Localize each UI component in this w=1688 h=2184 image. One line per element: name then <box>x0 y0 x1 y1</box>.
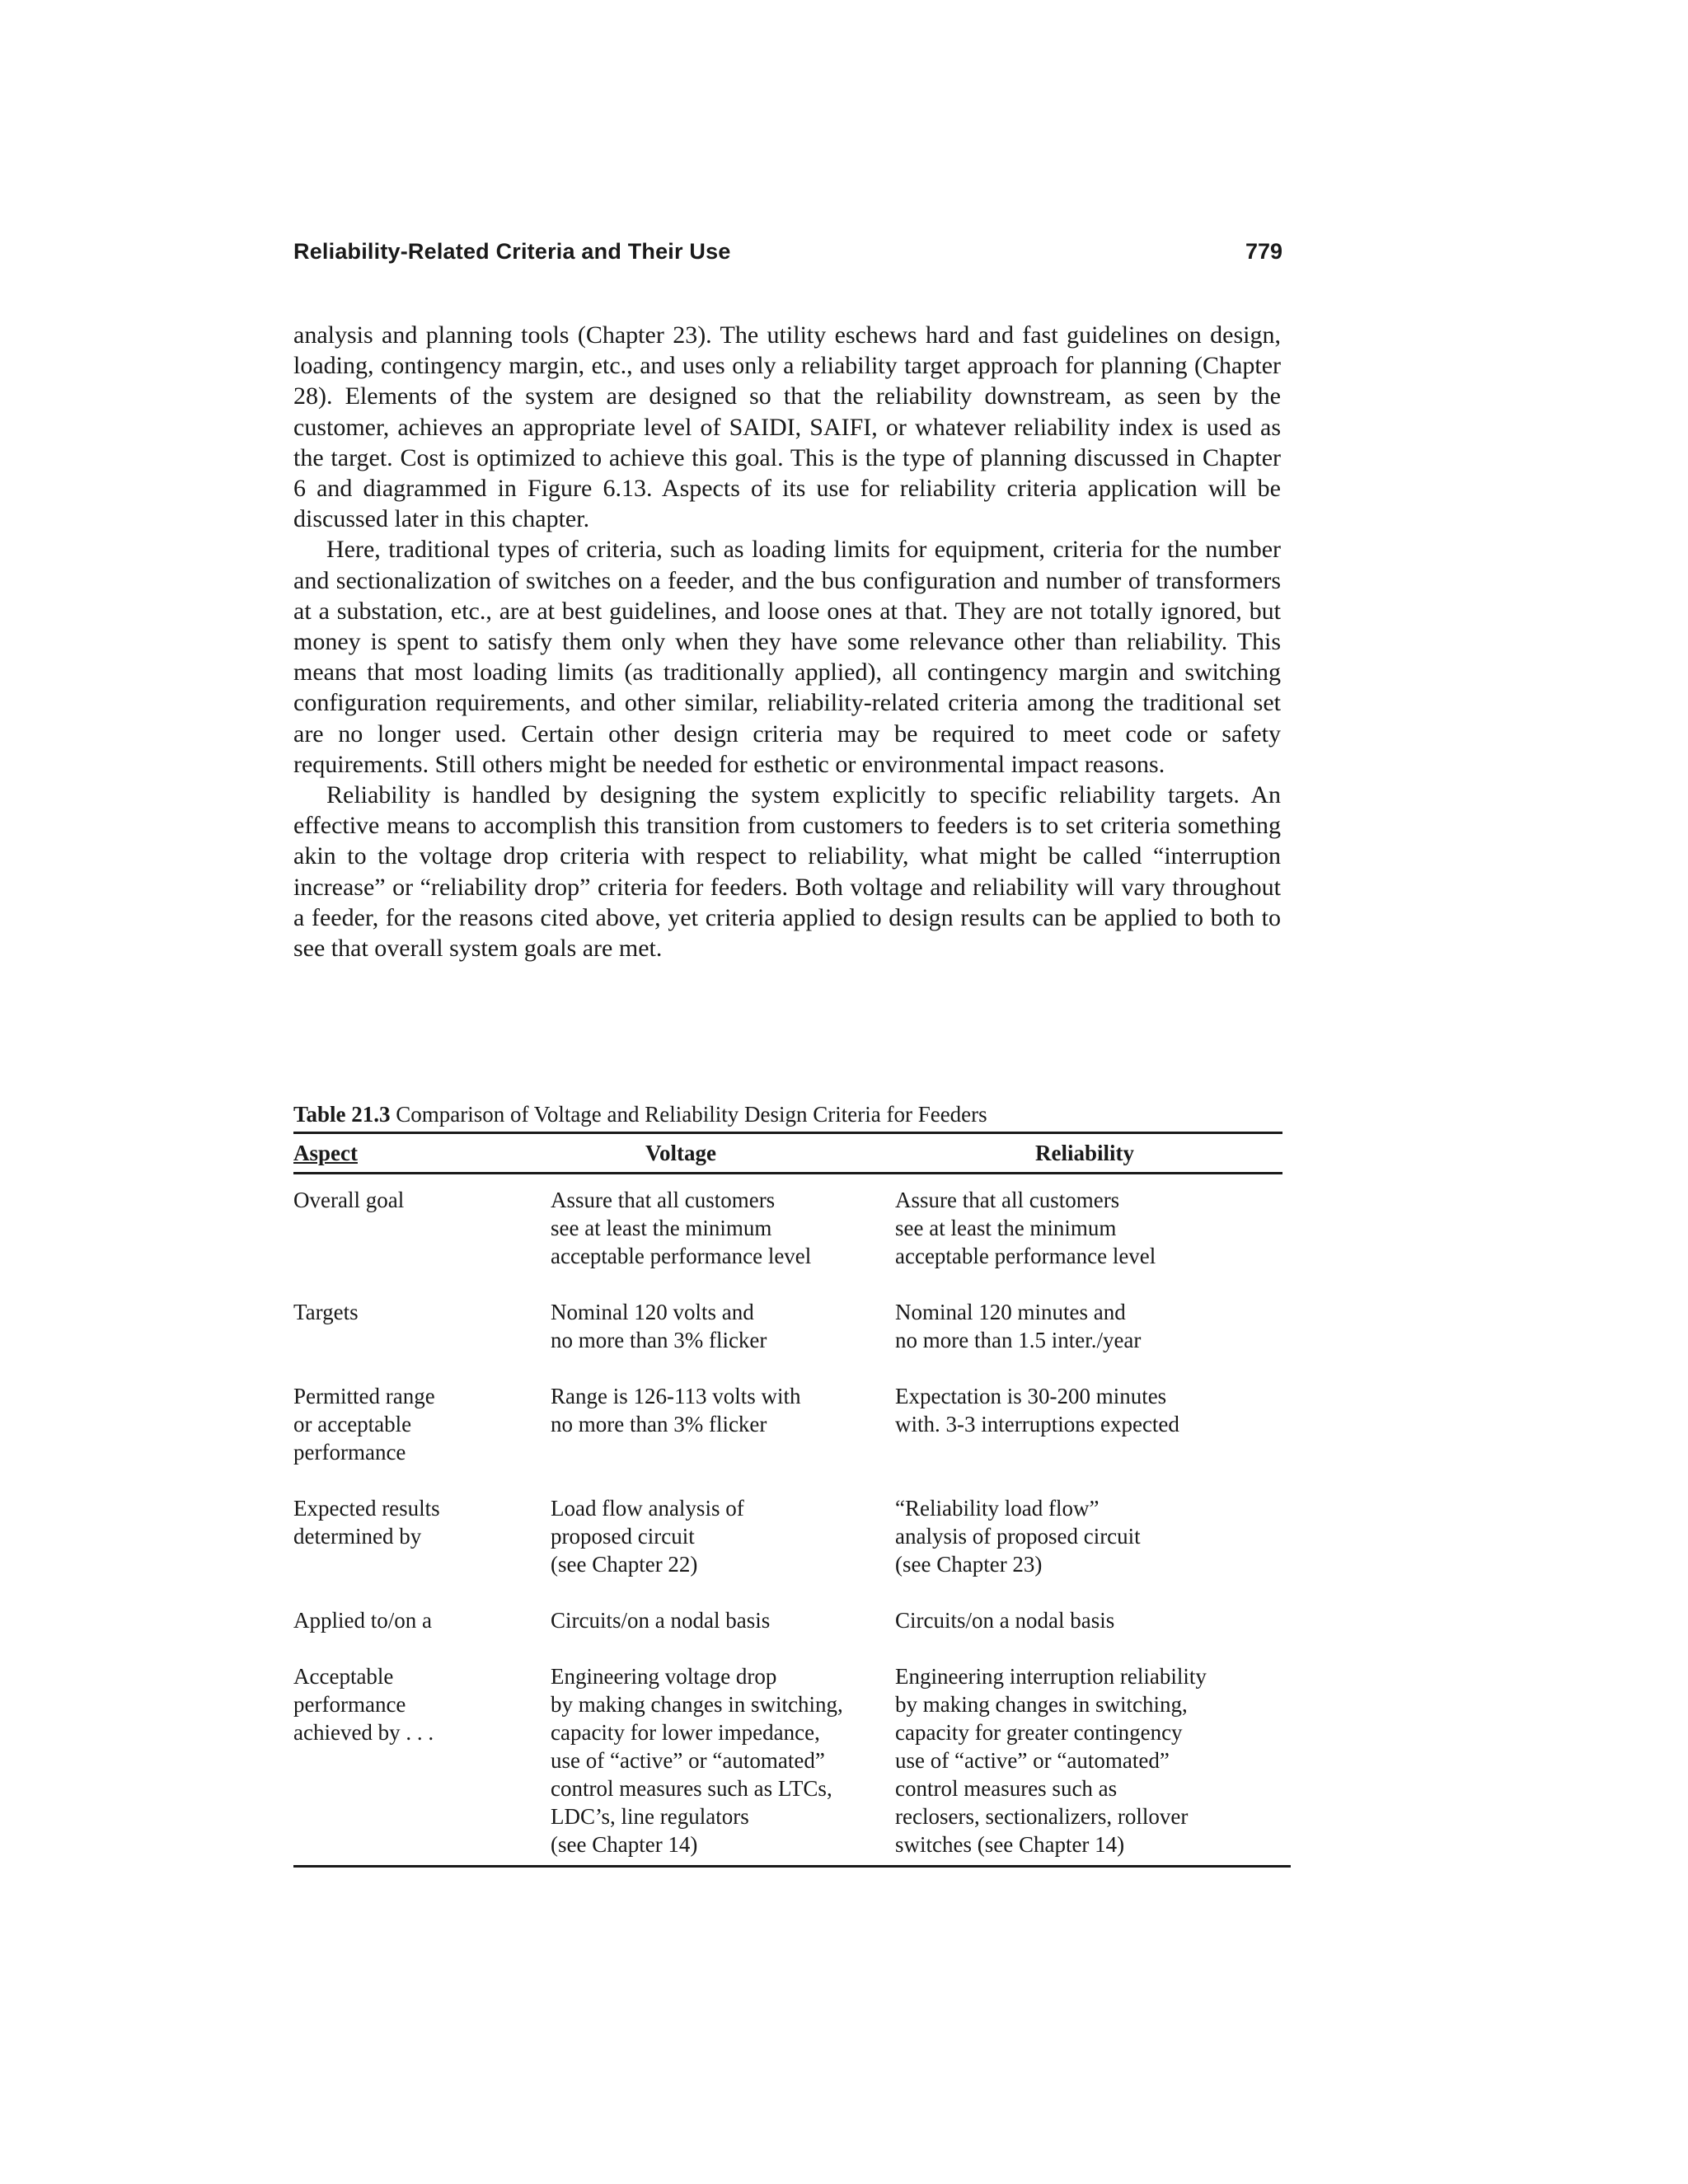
cell-line: no more than 1.5 inter./year <box>895 1328 1142 1352</box>
cell-line: or acceptable <box>293 1412 412 1436</box>
table-row <box>293 1662 1282 1858</box>
table-cell-voltage <box>551 1662 895 1858</box>
cell-line: Targets <box>293 1300 359 1324</box>
cell-line: “Reliability load flow” <box>895 1496 1100 1521</box>
table-header-rule <box>293 1172 1282 1174</box>
cell-line: Assure that all customers <box>551 1188 776 1212</box>
cell-line: determined by <box>293 1524 422 1549</box>
cell-line: with. 3-3 interruptions expected <box>895 1412 1179 1436</box>
cell-line: Overall goal <box>293 1188 405 1212</box>
cell-line: Engineering voltage drop <box>551 1664 777 1689</box>
cell-line: reclosers, sectionalizers, rollover <box>895 1804 1189 1829</box>
cell-line: Expected results <box>293 1496 440 1521</box>
cell-line: acceptable performance level <box>895 1244 1156 1268</box>
table-caption-label: Table 21.3 <box>293 1102 391 1127</box>
table-row <box>293 1494 1282 1578</box>
comparison-table <box>293 1100 1282 1868</box>
table-cell-aspect <box>293 1186 551 1270</box>
cell-line: Acceptable <box>293 1664 394 1689</box>
table-cell-voltage <box>551 1298 895 1354</box>
column-header-reliability: Reliability <box>1035 1141 1134 1165</box>
cell-line: Permitted range <box>293 1384 435 1408</box>
cell-line: by making changes in switching, <box>551 1692 843 1717</box>
table-cell-reliability <box>895 1606 1282 1634</box>
table-caption-text: Comparison of Voltage and Reliability Design Criteria for Feeders <box>396 1102 987 1127</box>
cell-line: no more than 3% flicker <box>551 1412 767 1436</box>
table-cell-voltage <box>551 1186 895 1270</box>
table-cell-reliability <box>895 1186 1282 1270</box>
cell-line: Circuits/on a nodal basis <box>551 1608 771 1633</box>
table-row <box>293 1606 1282 1634</box>
cell-line: control measures such as LTCs, <box>551 1776 832 1801</box>
table-caption <box>293 1100 1282 1128</box>
cell-line: proposed circuit <box>551 1524 695 1549</box>
paragraph: Reliability is handled by designing the system explicitly to specific reliability targets. An effective means to accomplish this transition from customers to feeders is to set criteria something akin to the voltage drop criteria with respect to reliability, what might be called “interruption increase” or “reliability drop” criteria for feeders. Both voltage and reliability will vary throughout a feeder, for the reasons cited above, yet criteria applied to design results can be applied to both to see that overall system goals are met. <box>293 781 1281 963</box>
table-cell-reliability <box>895 1298 1282 1354</box>
cell-line: Applied to/on a <box>293 1608 432 1633</box>
table-row <box>293 1298 1282 1354</box>
table-cell-reliability <box>895 1662 1282 1858</box>
cell-line: no more than 3% flicker <box>551 1328 767 1352</box>
cell-line: Load flow analysis of <box>551 1496 744 1521</box>
cell-line: switches (see Chapter 14) <box>895 1832 1125 1857</box>
cell-line: see at least the minimum <box>895 1216 1117 1240</box>
body-text <box>293 320 1281 963</box>
cell-line: (see Chapter 14) <box>551 1832 698 1857</box>
column-header-aspect: Aspect <box>293 1141 358 1165</box>
cell-line: by making changes in switching, <box>895 1692 1188 1717</box>
page-header <box>293 239 1282 272</box>
cell-line: use of “active” or “automated” <box>551 1748 825 1773</box>
cell-line: Circuits/on a nodal basis <box>895 1608 1115 1633</box>
table-cell-aspect <box>293 1606 551 1634</box>
cell-line: Range is 126-113 volts with <box>551 1384 801 1408</box>
table-row <box>293 1382 1282 1466</box>
column-header-voltage: Voltage <box>645 1141 716 1165</box>
cell-line: performance <box>293 1440 406 1465</box>
table-cell-reliability <box>895 1494 1282 1578</box>
cell-line: LDC’s, line regulators <box>551 1804 749 1829</box>
table-cell-voltage <box>551 1494 895 1578</box>
table-cell-aspect <box>293 1298 551 1354</box>
cell-line: performance <box>293 1692 406 1717</box>
cell-line: acceptable performance level <box>551 1244 812 1268</box>
cell-line: Nominal 120 minutes and <box>895 1300 1126 1324</box>
cell-line: Expectation is 30-200 minutes <box>895 1384 1167 1408</box>
cell-line: Nominal 120 volts and <box>551 1300 754 1324</box>
table-cell-aspect <box>293 1662 551 1858</box>
table-row <box>293 1186 1282 1270</box>
table-cell-reliability <box>895 1382 1282 1466</box>
table-cell-voltage <box>551 1606 895 1634</box>
cell-line: (see Chapter 23) <box>895 1552 1043 1577</box>
cell-line: use of “active” or “automated” <box>895 1748 1170 1773</box>
table-body <box>293 1186 1282 1858</box>
table-header-row <box>293 1139 1282 1169</box>
table-bottom-rule <box>293 1865 1291 1868</box>
paragraph: analysis and planning tools (Chapter 23). The utility eschews hard and fast guidelines on design, loading, contingency margin, etc., and uses only a reliability target approach for planning (Chapter 28). Elements of the system are designed so that the reliability downstream, as seen by the customer, achieves an appropriate level of SAIDI, SAIFI, or whatever reliability index is used as the target. Cost is optimized to achieve this goal. This is the type of planning discussed in Chapter 6 and diagrammed in Figure 6.13. Aspects of its use for reliability criteria application will be discussed later in this chapter. <box>293 321 1281 533</box>
paragraph: Here, traditional types of criteria, such as loading limits for equipment, criteria for the number and sectionalization of switches on a feeder, and the bus configuration and number of transformers at a substation, etc., are at best guidelines, and loose ones at that. They are not totally ignored, but money is spent to satisfy them only when they have some relevance other than reliability. This means that most loading limits (as traditionally applied), all contingency margin and switching configuration requirements, and other similar, reliability-related criteria among the traditional set are no longer used. Certain other design criteria may be required to meet code or safety requirements. Still others might be needed for esthetic or environmental impact reasons. <box>293 536 1281 778</box>
table-cell-voltage <box>551 1382 895 1466</box>
cell-line: achieved by . . . <box>293 1720 434 1745</box>
table-top-rule <box>293 1132 1282 1134</box>
table-cell-aspect <box>293 1382 551 1466</box>
cell-line: control measures such as <box>895 1776 1118 1801</box>
cell-line: (see Chapter 22) <box>551 1552 698 1577</box>
table-cell-aspect <box>293 1494 551 1578</box>
cell-line: capacity for lower impedance, <box>551 1720 820 1745</box>
cell-line: capacity for greater contingency <box>895 1720 1183 1745</box>
running-head: Reliability-Related Criteria and Their Use <box>293 239 731 264</box>
page-number: 779 <box>1245 239 1282 264</box>
cell-line: Assure that all customers <box>895 1188 1120 1212</box>
cell-line: see at least the minimum <box>551 1216 772 1240</box>
cell-line: analysis of proposed circuit <box>895 1524 1141 1549</box>
cell-line: Engineering interruption reliability <box>895 1664 1207 1689</box>
